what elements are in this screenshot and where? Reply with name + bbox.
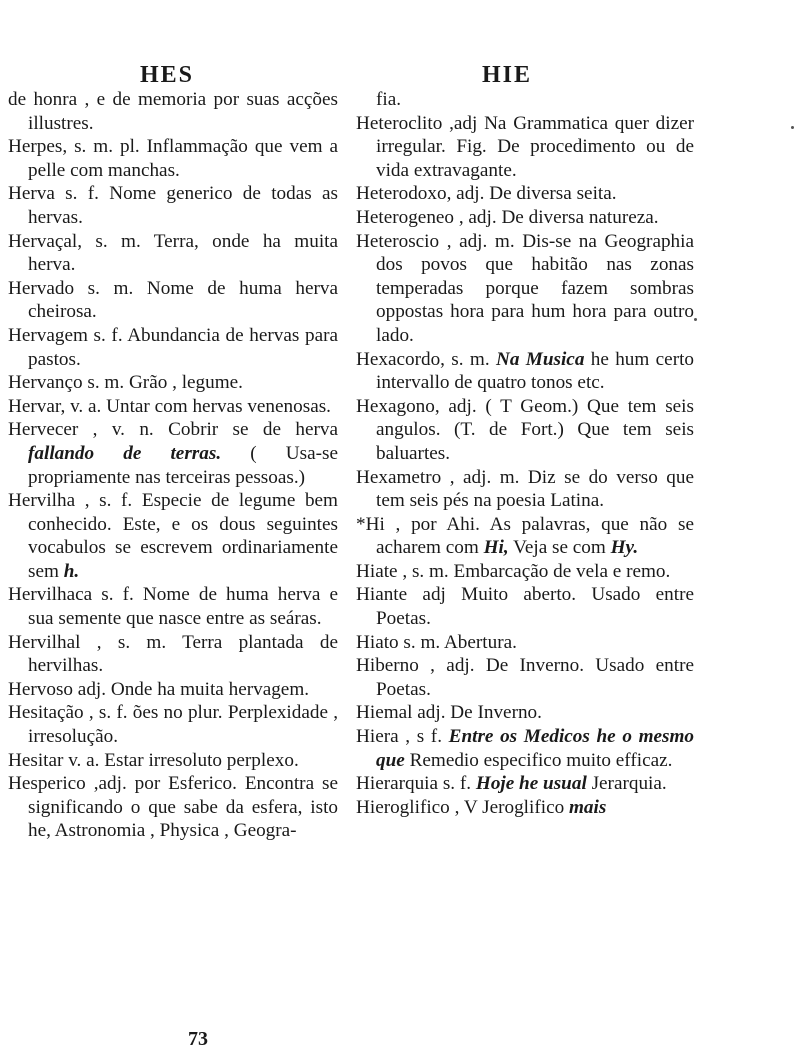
dictionary-entry xyxy=(8,182,338,229)
dictionary-entry xyxy=(356,772,694,796)
entry-text: fia. xyxy=(376,89,402,110)
dictionary-entry xyxy=(356,112,694,183)
dictionary-entry xyxy=(356,725,694,772)
entry-italic-text: Hoje he usual xyxy=(475,773,587,795)
entry-text: Hervanço s. m. Grão , legume. xyxy=(8,372,243,394)
entry-text: Hervagem s. f. Abundancia de hervas para pastos. xyxy=(8,324,338,370)
dictionary-entry xyxy=(8,395,338,419)
entry-italic-text: Hy. xyxy=(610,537,639,559)
entry-text: Hervilhal , s. m. Terra plantada de hervilhas. xyxy=(8,631,338,677)
dictionary-entry xyxy=(356,348,694,395)
left-column xyxy=(8,88,338,843)
entry-text: Veja se com xyxy=(508,537,611,559)
entry-italic-text: Na Musica xyxy=(495,348,585,370)
entry-text: Hierarquia s. f. xyxy=(356,773,476,795)
dictionary-entry xyxy=(356,560,694,584)
entry-text: Hiberno , adj. De Inverno. Usado entre Poetas. xyxy=(356,655,694,700)
entry-italic-text: mais xyxy=(568,796,607,818)
running-header-left: HES xyxy=(140,62,195,88)
dictionary-entry xyxy=(356,513,694,560)
entry-text: Hervilhaca s. f. Nome de huma herva e sua semente que nasce entre as seáras. xyxy=(8,584,338,630)
dictionary-entry xyxy=(8,324,338,371)
dictionary-entry xyxy=(356,230,694,348)
entry-text: Hesitação , s. f. ões no plur. Perplexidade , irresolução. xyxy=(8,702,338,748)
dictionary-entry xyxy=(8,135,338,182)
entry-text: Heteroclito ,adj Na Grammatica quer dizer irregular. Fig. De procedimento ou de vida extravagante. xyxy=(356,112,694,181)
entry-text: Hiemal adj. De Inverno. xyxy=(356,702,542,724)
entry-text: Hervecer , v. n. Cobrir se de herva xyxy=(8,419,338,441)
entry-italic-text: h. xyxy=(63,560,80,582)
entry-text: *Hi , por Ahi. As palavras, que não se acharem com xyxy=(356,513,694,559)
entry-text: Heterodoxo, adj. De diversa seita. xyxy=(356,183,617,205)
entry-text: Hexagono, adj. ( T Geom.) Que tem seis angulos. (T. de Fort.) Que tem seis baluartes. xyxy=(356,395,694,464)
dictionary-entry xyxy=(356,395,694,466)
dictionary-entry xyxy=(8,489,338,583)
entry-italic-text: fallando de terras. xyxy=(28,442,222,464)
dictionary-entry xyxy=(356,796,694,820)
dictionary-entry xyxy=(356,182,694,206)
dictionary-entry xyxy=(8,230,338,277)
dictionary-entry xyxy=(356,88,694,112)
entry-text: Herpes, s. m. pl. Inflammação que vem a pelle com manchas. xyxy=(8,136,338,181)
entry-text: he hum certo intervallo de quatro tonos etc. xyxy=(376,348,695,394)
dictionary-entry xyxy=(8,88,338,135)
dictionary-entry xyxy=(8,772,338,843)
dictionary-entry xyxy=(8,631,338,678)
entry-italic-text: Entre os Medicos he o mesmo que xyxy=(376,726,694,771)
print-speck xyxy=(791,126,794,129)
dictionary-entry xyxy=(356,701,694,725)
entry-text: Hiera , s f. xyxy=(356,726,449,748)
dictionary-entry xyxy=(356,583,694,630)
dictionary-entry xyxy=(356,466,694,513)
entry-text: Heteroscio , adj. m. Dis-se na Geographia dos povos que habitão nas zonas temperadas porque fazem sombras oppostas hora para hum hora para outro lado. xyxy=(356,230,694,346)
dictionary-entry xyxy=(8,583,338,630)
entry-italic-text: Hi, xyxy=(483,537,509,559)
dictionary-entry xyxy=(356,206,694,230)
right-column xyxy=(356,88,694,819)
entry-text: Hiate , s. m. Embarcação de vela e remo. xyxy=(356,560,671,582)
entry-text: Hiato s. m. Abertura. xyxy=(356,631,517,653)
dictionary-entry xyxy=(356,631,694,655)
dictionary-entry xyxy=(8,277,338,324)
running-header-right: HIE xyxy=(482,62,533,88)
dictionary-entry xyxy=(8,749,338,773)
entry-text: Jerarquia. xyxy=(586,773,667,795)
dictionary-entry xyxy=(356,654,694,701)
entry-text: Remedio especifico muito efficaz. xyxy=(404,749,673,771)
entry-text: Hervoso adj. Onde ha muita hervagem. xyxy=(8,678,310,700)
dictionary-entry xyxy=(8,371,338,395)
entry-text: Hervilha , s. f. Especie de legume bem conhecido. Este, e os dous seguintes vocabulos se escrevem ordinariamente sem xyxy=(8,490,338,582)
entry-text: Herva s. f. Nome generico de todas as hervas. xyxy=(8,183,338,228)
dictionary-entry xyxy=(8,701,338,748)
entry-text: Hervado s. m. Nome de huma herva cheirosa. xyxy=(8,277,338,323)
entry-text: de honra , e de memoria por suas acções illustres. xyxy=(8,89,338,134)
entry-text: Hieroglifico , V Jeroglifico xyxy=(356,796,569,818)
entry-text: Hesitar v. a. Estar irresoluto perplexo. xyxy=(8,749,299,771)
entry-text: Hexacordo, s. m. xyxy=(356,348,496,370)
entry-text: ( Usa-se propriamente nas terceiras pessoas.) xyxy=(28,442,338,488)
print-speck xyxy=(694,318,697,321)
entry-text: Hiante adj Muito aberto. Usado entre Poetas. xyxy=(356,584,694,630)
dictionary-entry xyxy=(8,678,338,702)
entry-text: Hervar, v. a. Untar com hervas venenosas. xyxy=(8,395,331,417)
entry-text: Hexametro , adj. m. Diz se do verso que tem seis pés na poesia Latina. xyxy=(356,466,694,512)
entry-text: Hesperico ,adj. por Esferico. Encontra se significando o que sabe da esfera, isto he, Astronomia , Physica , Geogra- xyxy=(8,773,338,842)
entry-text: Heterogeneo , adj. De diversa natureza. xyxy=(356,206,659,228)
entry-text: Hervaçal, s. m. Terra, onde ha muita herva. xyxy=(8,230,338,276)
dictionary-entry xyxy=(8,418,338,489)
page-number: 73 xyxy=(188,1028,208,1050)
